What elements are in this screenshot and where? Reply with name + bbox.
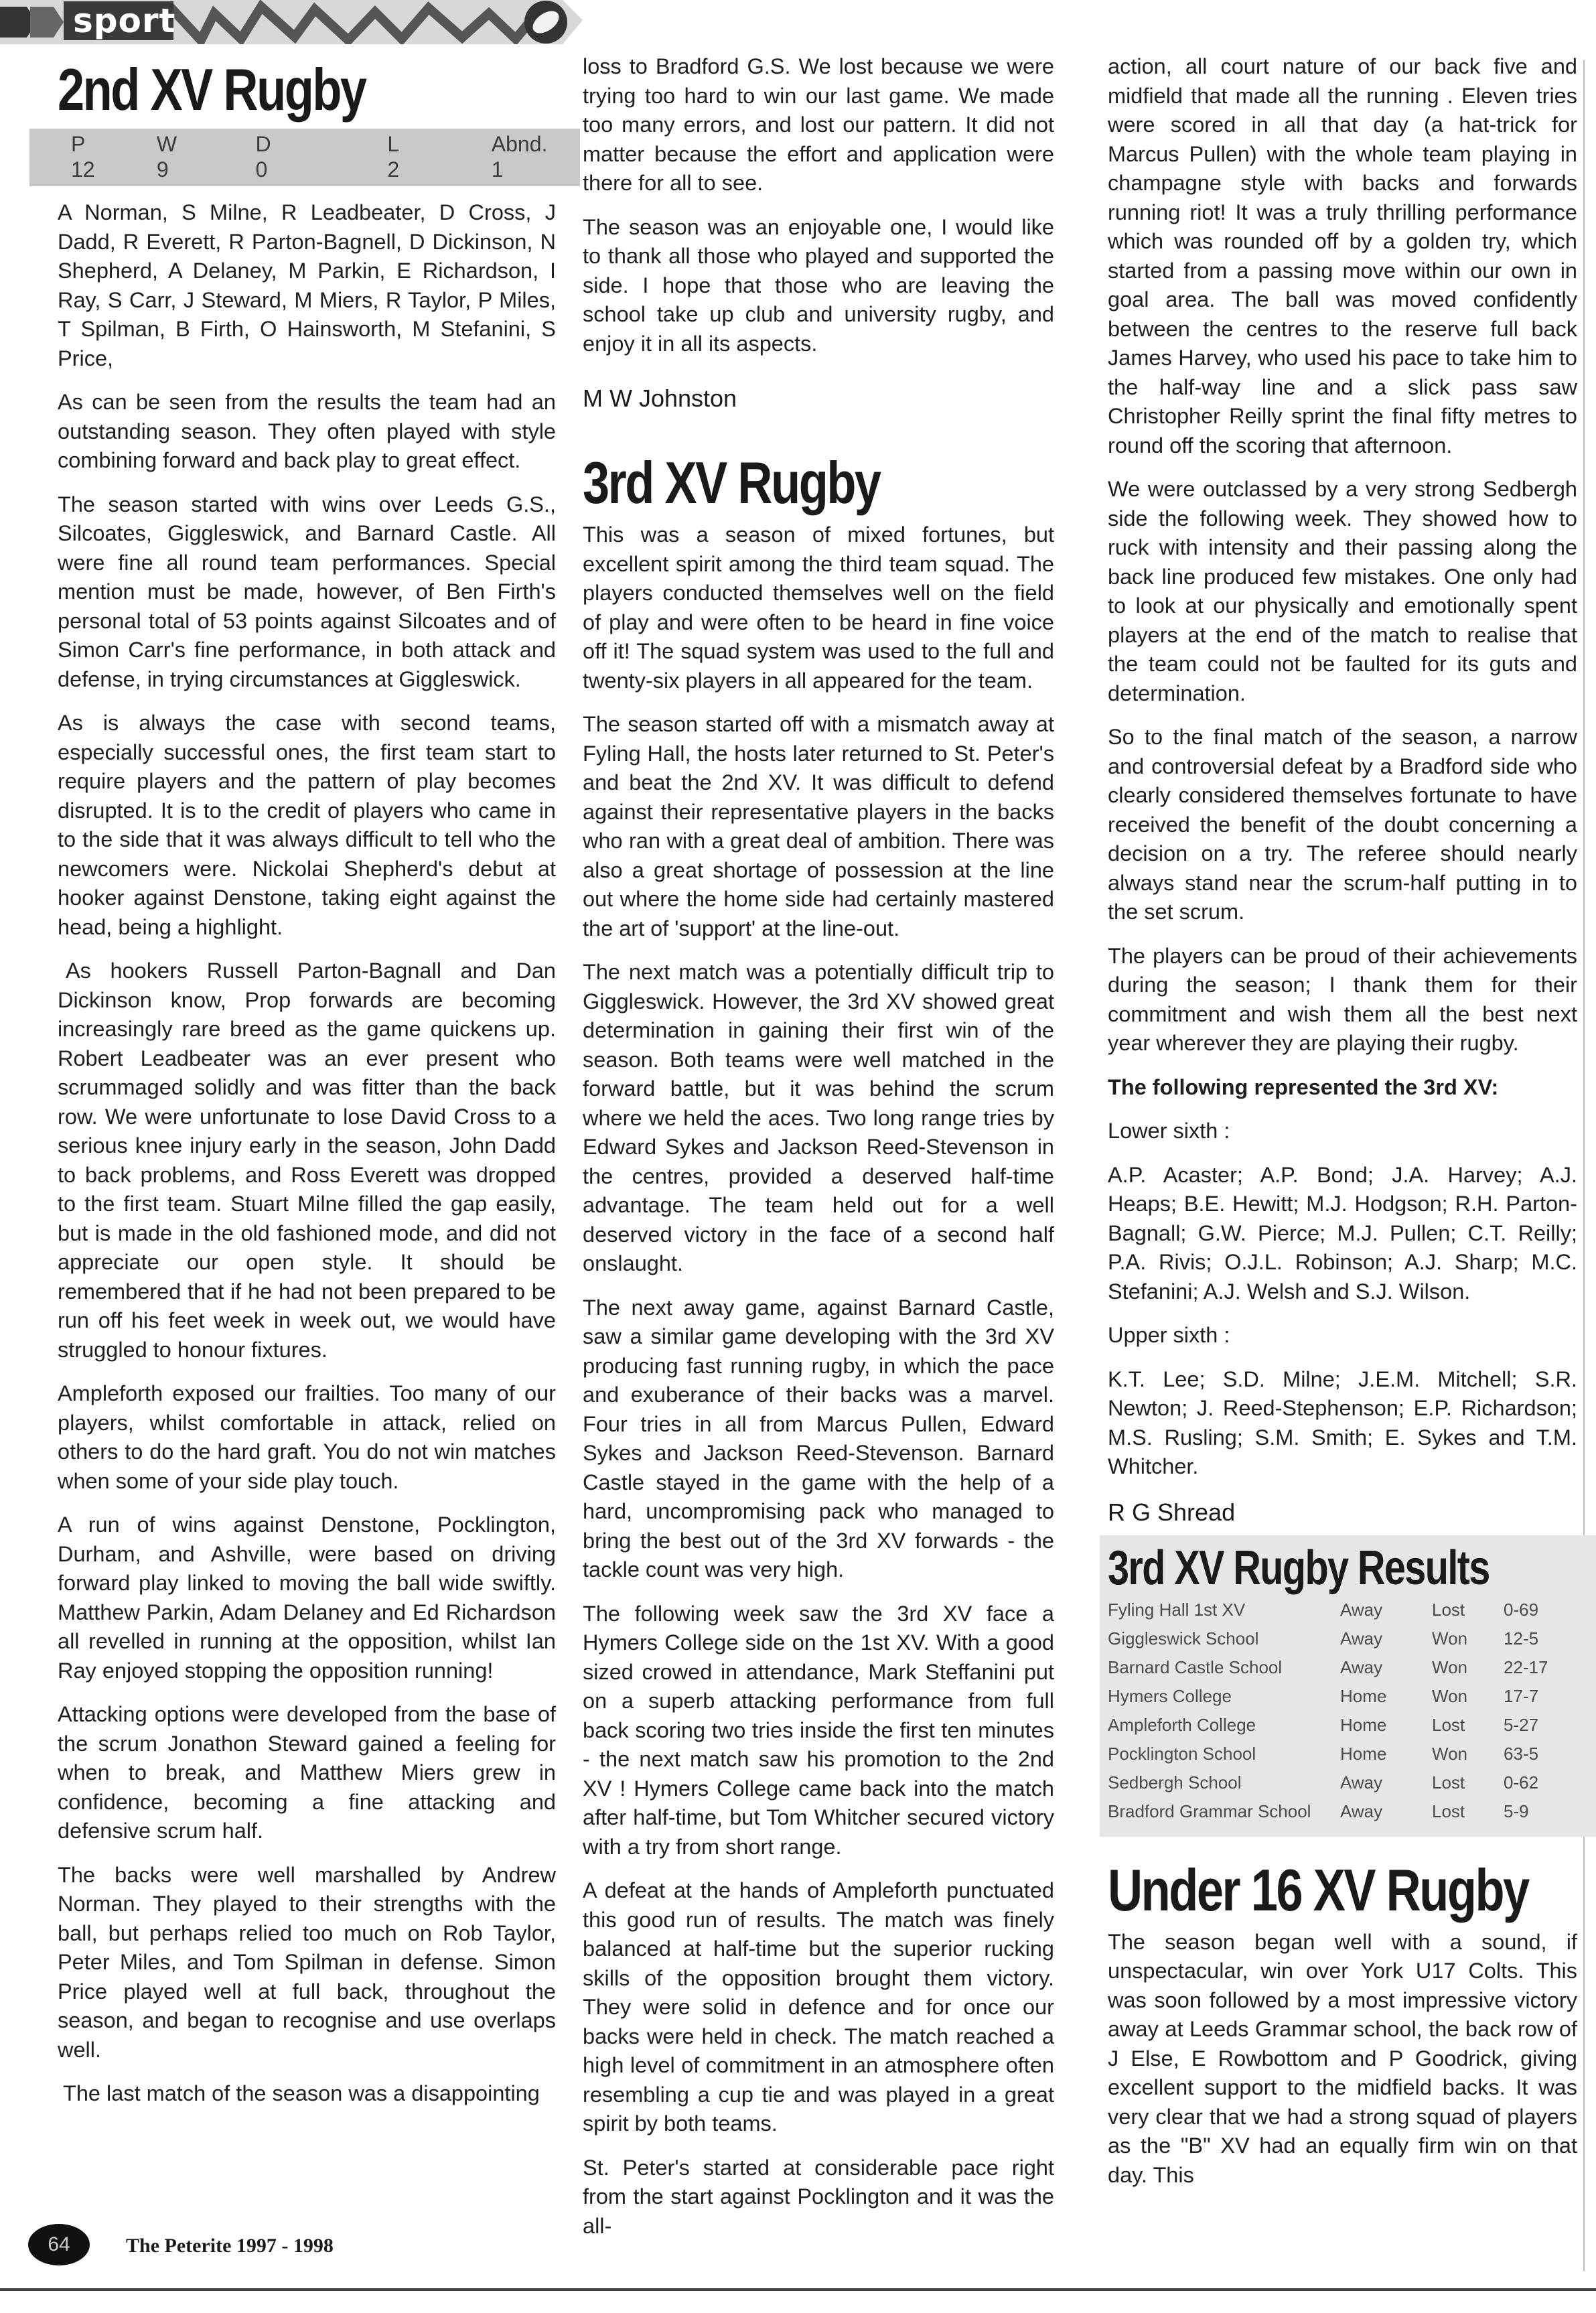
result-team: Sedbergh School xyxy=(1108,1772,1242,1793)
record-table xyxy=(29,129,580,186)
paragraph: The following week saw the 3rd XV face a Hymers College side on the 1st XV. With a good sized crowed in attendance, Mark Steffanini put on a superb attacking performance from full back scoring two tries inside the first ten minutes - the next match saw his promotion to the 2nd XV ! Hymers College came back into the match after half-time, but Tom Whitcher secured victory with a try from short range. xyxy=(583,1601,1054,1859)
paragraph: Ampleforth exposed our frailties. Too many of our players, whilst comfortable in attack, relied on others to do the hard graft. You do not win matches when some of your side play touch. xyxy=(58,1381,556,1493)
record-value-row xyxy=(71,157,564,182)
record-header: W xyxy=(156,132,177,156)
paragraph: This was a season of mixed fortunes, but excellent spirit among the third team squad. The players conducted themselves well on the field of play and were often to be heard in fine voice off it! The squad system was used to the full and twenty-six players in all appeared for the team. xyxy=(583,522,1054,693)
record-header: Abnd. xyxy=(491,132,548,156)
represented-heading: The following represented the 3rd XV: xyxy=(1108,1074,1499,1099)
result-venue: Home xyxy=(1340,1685,1387,1706)
column-2 xyxy=(583,52,1054,2255)
paragraph: The season began well with a sound, if unspectacular, win over York U17 Colts. This was soon followed by a most impressive victory away at Leeds Grammar school, the back row of J Else, E Rowbottom and P Goodrick, giving excellent support to the midfield backs. It was very clear that we had a strong squad of players as the "B" XV had an equally firm win on that day. This xyxy=(1108,1929,1577,2187)
record-header-row xyxy=(71,131,564,157)
result-venue: Away xyxy=(1340,1657,1383,1677)
author-signature: R G Shread xyxy=(1108,1498,1236,1526)
result-team: Fyling Hall 1st XV xyxy=(1108,1599,1246,1620)
bottom-rule xyxy=(0,2288,1596,2291)
result-score: 12-5 xyxy=(1504,1628,1539,1649)
result-outcome: Lost xyxy=(1432,1772,1465,1793)
paragraph: As hookers Russell Parton-Bagnall and Dan Dickinson know, Prop forwards are becoming increasingly rare breed as the game quickens up. Robert Leadbeater was an ever present who scrummaged solidly and was fitter than the back row. We were unfortunate to lose David Cross to a serious knee injury early in the season, John Dadd to back problems, and Ross Everett was dropped to the first team. Stuart Milne filled the gap easily, but is made in the old fashioned mode, and did not appreciate our open style. It should be remembered that if he had not been prepared to be run off his feet week in week out, we would have struggled to honour fixtures. xyxy=(58,959,556,1362)
paragraph: The backs were well marshalled by Andrew Norman. They played to their strengths with the ball, but perhaps relied too much on Rob Taylor, Peter Miles, and Tom Spilman in defense. Simon Price played well at full back, throughout the season, and began to recognise and use overlaps well. xyxy=(58,1862,556,2062)
paragraph: action, all court nature of our back five and midfield that made all the running . Eleven tries were scored in all that day (a hat-trick for Marcus Pullen) with the whole team playing in champagne style with backs and forwards running riot! It was a truly thrilling performance which was rounded off by a golden try, which started from a passing move within our own in goal area. The ball was moved confidently between the centres to the reserve full back James Harvey, who used his pace to take him to the half-way line and a slick pass saw Christopher Reilly sprint the final fifty metres to round off the scoring that afternoon. xyxy=(1108,54,1577,458)
paragraph: As can be seen from the results the team had an outstanding season. They often played with style combining forward and back play to great effect. xyxy=(58,390,556,472)
paragraph: The next away game, against Barnard Castle, saw a similar game developing with the 3rd XV producing fast running rugby, in which the pace and exuberance of their backs was a marvel. Four tries in all from Marcus Pullen, Edward Sykes and Jackson Reed-Stevenson. Barnard Castle stayed in the game with the help of a hard, uncompromising pack who managed to bring the best out of the 3rd XV forwards - the tackle count was very high. xyxy=(583,1295,1054,1582)
result-venue: Away xyxy=(1340,1599,1383,1620)
result-venue: Home xyxy=(1340,1743,1387,1764)
record-value: 9 xyxy=(156,157,169,182)
record-value: 12 xyxy=(71,157,95,182)
paragraph: As is always the case with second teams, especially successful ones, the first team start to require players and the pattern of play becomes disrupted. It is to the credit of players who came in to the side that it was always difficult to tell who the newcomers were. Nickolai Shepherd's debut at hooker against Denstone, taking eight against the head, being a highlight. xyxy=(58,711,556,939)
result-score: 22-17 xyxy=(1504,1657,1548,1677)
result-team: Ampleforth College xyxy=(1108,1714,1256,1735)
table-row xyxy=(1108,1797,1591,1826)
record-value: 2 xyxy=(387,157,400,182)
paragraph: The season started with wins over Leeds G.S., Silcoates, Giggleswick, and Barnard Castle. All were fine all round team performances. Special mention must be made, however, of Ben Firth's personal total of 53 points against Silcoates and of Simon Carr's fine performance, in both attack and defense, in trying circumstances at Giggleswick. xyxy=(58,492,556,691)
record-header: L xyxy=(387,132,400,156)
result-team: Giggleswick School xyxy=(1108,1628,1259,1649)
paragraph: The season started off with a mismatch away at Fyling Hall, the hosts later returned to St. Peter's and beat the 2nd XV. It was difficult to defend against their representative players in the backs who ran with a great deal of ambition. There was also a great shortage of possession at the line out where the home side had certainly mastered the art of 'support' at the line-out. xyxy=(583,712,1054,940)
page-number: 64 xyxy=(28,2224,90,2265)
results-title: 3rd XV Rugby Results xyxy=(1108,1541,1490,1595)
result-venue: Away xyxy=(1340,1772,1383,1793)
banner-label: sport xyxy=(64,1,173,40)
result-venue: Home xyxy=(1340,1714,1387,1735)
upper-sixth-label: Upper sixth : xyxy=(1108,1323,1230,1347)
author-signature: M W Johnston xyxy=(583,384,737,412)
paragraph: A defeat at the hands of Ampleforth punctuated this good run of results. The match was finely balanced at half-time but the superior rucking skills of the opposition brought them victory. They were solid in defence and for once our backs were held in check. The match reached a high level of commitment in an atmosphere often resembling a cup tie and was played in a great spirit by both teams. xyxy=(583,1878,1054,2135)
result-score: 0-62 xyxy=(1504,1772,1539,1793)
title-under-16: Under 16 XV Rugby xyxy=(1108,1856,1528,1923)
result-venue: Away xyxy=(1340,1628,1383,1649)
record-value: 0 xyxy=(255,157,268,182)
table-row xyxy=(1108,1768,1591,1797)
section-banner xyxy=(0,0,583,44)
record-value: 1 xyxy=(491,157,504,182)
record-header: P xyxy=(71,132,86,156)
table-row xyxy=(1108,1682,1591,1711)
paragraph: The players can be proud of their achievements during the season; I thank them for their commitment and wish them all the best next year wherever they are playing their rugby. xyxy=(1108,943,1577,1055)
column-3 xyxy=(1108,52,1577,2204)
table-row xyxy=(1108,1740,1591,1768)
table-row xyxy=(1108,1624,1591,1653)
paragraph: Attacking options were developed from the base of the scrum Jonathon Steward gained a feeling for when to break, and Matthew Miers grew in confidence, becoming a fine attacking and defensive scrum half. xyxy=(58,1702,556,1843)
result-score: 5-27 xyxy=(1504,1714,1539,1735)
column-1 xyxy=(58,52,556,2123)
result-outcome: Lost xyxy=(1432,1714,1465,1735)
paragraph: So to the final match of the season, a narrow and controversial defeat by a Bradford side who clearly considered themselves fortunate to have received the benefit of the doubt concerning a decision on a try. The referee should nearly always stand near the scrum-half putting in to the set scrum. xyxy=(1108,725,1577,924)
result-team: Barnard Castle School xyxy=(1108,1657,1283,1677)
paragraph: loss to Bradford G.S. We lost because we were trying too hard to win our last game. We made too many errors, and lost our pattern. It did not matter because the effort and application were there for all to see. xyxy=(583,54,1054,195)
paragraph: The season was an enjoyable one, I would like to thank all those who played and supported the side. I hope that those who are leaving the school take up club and university rugby, and enjoy it in all its aspects. xyxy=(583,214,1054,356)
paragraph: The next match was a potentially difficult trip to Giggleswick. However, the 3rd XV showed great determination in gaining their first win of the season. Both teams were well matched in the forward battle, but it was behind the scrum where we held the aces. Two long range tries by Edward Sykes and Jackson Reed-Stevenson in the centres, provided a deserved half-time advantage. The team held out for a well deserved victory in the face of a second half onslaught. xyxy=(583,960,1054,1275)
result-venue: Away xyxy=(1340,1801,1383,1821)
result-outcome: Lost xyxy=(1432,1599,1465,1620)
squad-list: A Norman, S Milne, R Leadbeater, D Cross, J Dadd, R Everett, R Parton-Bagnell, D Dickinson, N Shepherd, A Delaney, M Parkin, E Richardson, I Ray, S Carr, J Steward, M Miers, R Taylor, P Miles, T Spilman, B Firth, O Hainsworth, M Stefanini, S Price, xyxy=(58,200,556,370)
result-team: Hymers College xyxy=(1108,1685,1232,1706)
table-row xyxy=(1108,1653,1591,1682)
table-row xyxy=(1108,1596,1591,1624)
title-3rd-xv: 3rd XV Rugby xyxy=(583,449,880,516)
result-outcome: Won xyxy=(1432,1685,1467,1706)
record-header: D xyxy=(255,132,271,156)
result-outcome: Lost xyxy=(1432,1801,1465,1821)
result-outcome: Won xyxy=(1432,1628,1467,1649)
paragraph: A run of wins against Denstone, Pocklington, Durham, and Ashville, were based on driving forward play linked to moving the ball wide swiftly. Matthew Parkin, Adam Delaney and Ed Richardson all revelled in running at the opposition, whilst Ian Ray enjoyed stopping the opposition running! xyxy=(58,1513,556,1683)
result-score: 0-69 xyxy=(1504,1599,1539,1620)
paragraph: The last match of the season was a disappointing xyxy=(63,2081,540,2105)
table-row xyxy=(1108,1711,1591,1740)
lower-sixth-names: A.P. Acaster; A.P. Bond; J.A. Harvey; A.J. Heaps; B.E. Hewitt; M.J. Hodgson; R.H. Parton-Bagnall; G.W. Pierce; M.J. Pullen; C.T. Reilly; P.A. Rivis; O.J.L. Robinson; A.J. Sharp; M.C. Stefanini; A.J. Welsh and S.J. Wilson. xyxy=(1108,1162,1577,1304)
results-table xyxy=(1100,1535,1596,1837)
upper-sixth-names: K.T. Lee; S.D. Milne; J.E.M. Mitchell; S.R. Newton; J. Reed-Stephenson; E.P. Richardson; M.S. Rusling; S.M. Smith; E. Sykes and T.M. Whitcher. xyxy=(1108,1366,1577,1478)
paragraph: St. Peter's started at considerable pace right from the start against Pocklington and it was the all- xyxy=(583,2155,1054,2238)
lower-sixth-label: Lower sixth : xyxy=(1108,1119,1230,1143)
result-outcome: Won xyxy=(1432,1743,1467,1764)
result-outcome: Won xyxy=(1432,1657,1467,1677)
result-score: 63-5 xyxy=(1504,1743,1539,1764)
publication-name: The Peterite 1997 - 1998 xyxy=(126,2235,334,2257)
result-score: 5-9 xyxy=(1504,1801,1529,1821)
result-team: Bradford Grammar School xyxy=(1108,1801,1311,1821)
result-team: Pocklington School xyxy=(1108,1743,1256,1764)
title-2nd-xv: 2nd XV Rugby xyxy=(58,56,366,123)
right-edge-rule xyxy=(1583,60,1585,2271)
result-score: 17-7 xyxy=(1504,1685,1539,1706)
paragraph: We were outclassed by a very strong Sedbergh side the following week. They showed how to ruck with intensity and their passing along the back line produced few mistakes. One only had to look at our physically and emotionally spent players at the end of the match to realise that the team could not be faulted for its guts and determination. xyxy=(1108,477,1577,705)
